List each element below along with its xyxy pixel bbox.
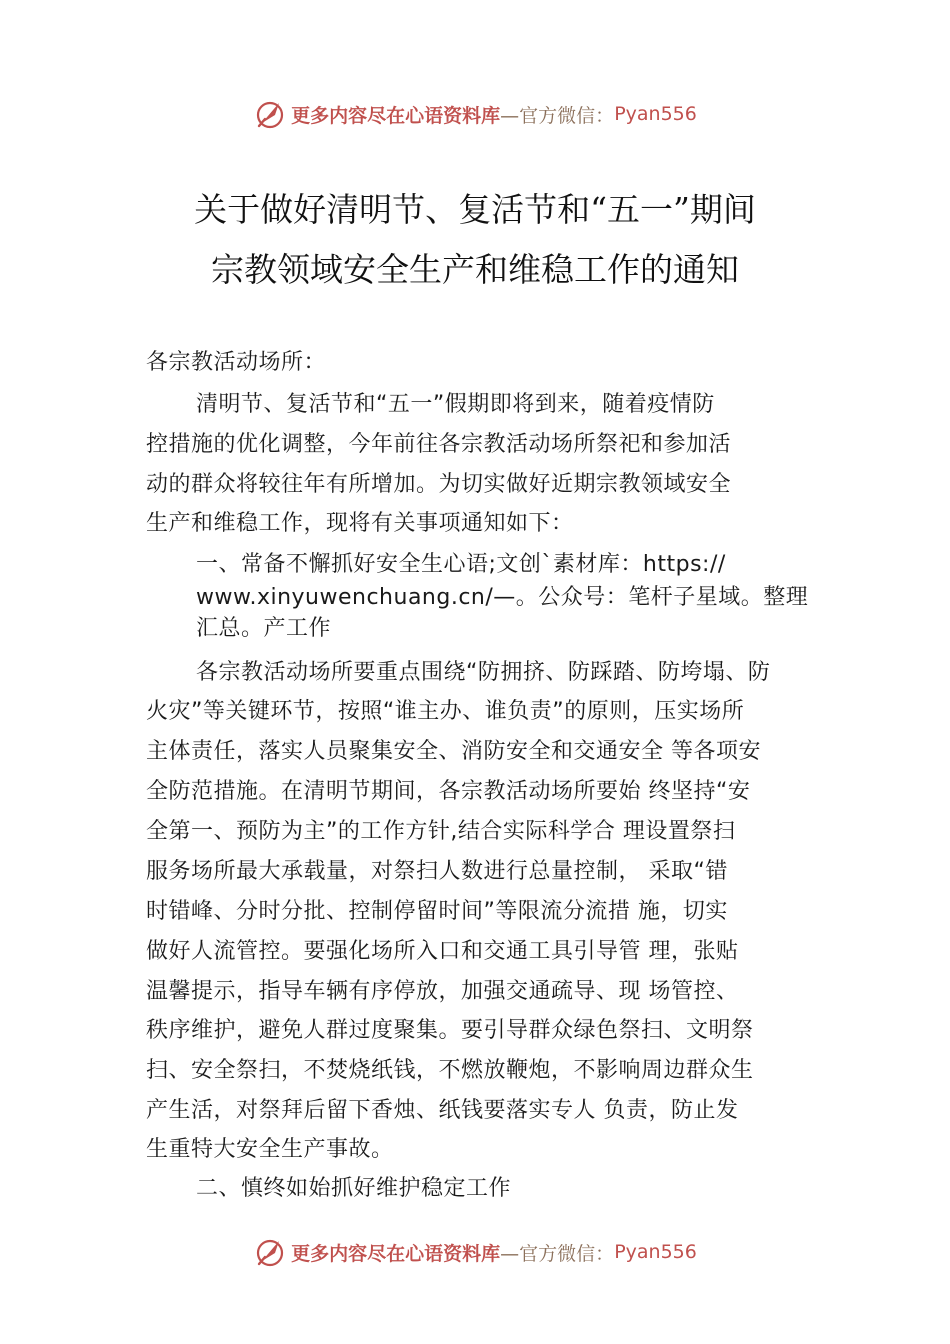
watermark-banner-bottom — [0, 1232, 950, 1272]
body-line: 全防范措施。在清明节期间，各宗教活动场所要始 终坚持“安 — [146, 779, 751, 804]
body-line: 生重特大安全生产事故。 — [146, 1137, 394, 1162]
body-line: 做好人流管控。要强化场所入口和交通工具引导管 理，张贴 — [146, 939, 739, 964]
body-line: 秩序维护，避免人群过度聚集。要引导群众绿色祭扫、文明祭 — [146, 1018, 754, 1043]
body-line: 时错峰、分时分批、控制停留时间”等限流分流措 施，切实 — [146, 899, 728, 924]
body-line: 各宗教活动场所要重点围绕“防拥挤、防踩踏、防垮塌、防 — [196, 660, 771, 685]
body-line: 产生活，对祭拜后留下香烛、纸钱要落实专人 负责，防止发 — [146, 1098, 739, 1123]
body-line: 生产和维稳工作，现将有关事项通知如下： — [146, 511, 574, 536]
watermark-text-official: —官方微信： — [500, 1242, 615, 1265]
document-title-line-2: 宗教领域安全生产和维稳工作的通知 — [211, 250, 739, 289]
body-line: 控措施的优化调整，今年前往各宗教活动场所祭祀和参加活 — [146, 432, 732, 457]
salutation: 各宗教活动场所： — [146, 350, 327, 375]
watermark-text-cn: 更多内容尽在心语资料库 — [291, 1242, 501, 1265]
body-line: 温馨提示，指导车辆有序停放，加强交通疏导、现 场管控、 — [146, 979, 739, 1004]
watermark-text-id: Pyan556 — [614, 1241, 697, 1263]
watermark-banner-top — [0, 94, 950, 134]
body-line: 全第一、预防为主”的工作方针,结合实际科学合 理设置祭扫 — [146, 819, 736, 844]
body-line: 扫、安全祭扫，不焚烧纸钱，不燃放鞭炮，不影响周边群众生 — [146, 1058, 754, 1083]
body-line: 服务场所最大承载量，对祭扫人数进行总量控制， 采取“错 — [146, 859, 728, 884]
watermark-text-official: —官方微信： — [500, 104, 615, 127]
section-heading-2: 二、慎终如始抓好维护稳定工作 — [196, 1176, 512, 1201]
body-line: 汇总。产工作 — [196, 616, 332, 641]
document-title-line-1: 关于做好清明节、复活节和“五一”期间 — [194, 190, 756, 229]
body-line: 清明节、复活节和“五一”假期即将到来，随着疫情防 — [196, 392, 715, 417]
body-line: 动的群众将较往年有所增加。为切实做好近期宗教领域安全 — [146, 472, 732, 497]
feather-quill-logo-icon — [253, 1235, 287, 1269]
body-line: www.xinyuwenchuang.cn/—。公众号：笔杆子星域。整理 — [196, 585, 809, 610]
watermark-text-cn: 更多内容尽在心语资料库 — [291, 104, 501, 127]
section-heading-1: 一、常备不懈抓好安全生心语;文创`素材库：https:// — [196, 552, 726, 577]
body-line: 火灾”等关键环节，按照“谁主办、谁负责”的原则，压实场所 — [146, 699, 745, 724]
body-line: 主体责任，落实人员聚集安全、消防安全和交通安全 等各项安 — [146, 739, 761, 764]
feather-quill-logo-icon — [253, 97, 287, 131]
watermark-text-id: Pyan556 — [614, 103, 697, 125]
